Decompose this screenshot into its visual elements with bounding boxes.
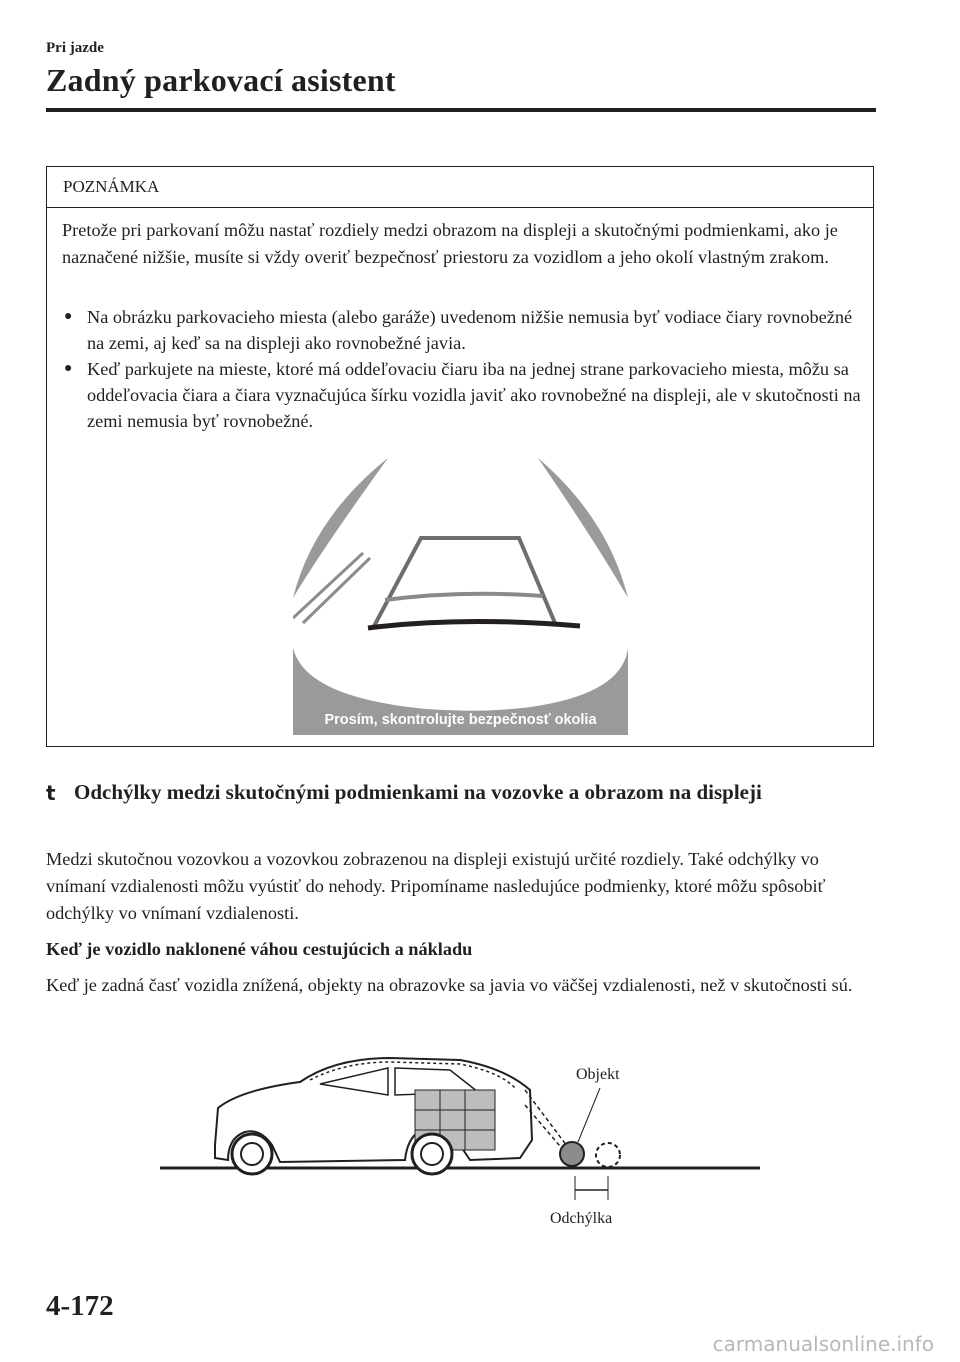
deviation-label: Odchýlka — [550, 1210, 613, 1227]
subheading-vehicle-tilt: Keď je vozidlo naklonené váhou cestujúcich a nákladu — [46, 939, 473, 959]
bullet-icon: ● — [64, 361, 73, 376]
bullet-text: Keď parkujete na mieste, ktoré má oddeľovaciu čiaru iba na jednej strane parkovacieho miesta, môžu sa oddeľovacia čiara a čiara vyznačujúca šírku vozidla javiť ako rovnobežné na displeji, ale v skutočnosti na zemi nemusia byť rovnobežné. — [87, 359, 861, 431]
note-divider — [47, 207, 873, 208]
page-number: 4-172 — [46, 1290, 114, 1322]
section-heading: Odchýlky medzi skutočnými podmienkami na vozovke a obrazom na displeji — [74, 780, 762, 804]
section-marker-icon: t — [46, 781, 56, 805]
bullet-icon: ● — [64, 309, 73, 324]
bullet-text: Na obrázku parkovacieho miesta (alebo garáže) uvedenom nižšie nemusia byť vodiace čiary rovnobežné na zemi, aj keď sa na displeji ako rovnobežné javia. — [87, 307, 853, 353]
watermark: carmanualsonline.info — [712, 1332, 934, 1356]
car-side-illustration — [160, 1050, 760, 1240]
rear-camera-display-image — [293, 458, 628, 735]
object-label: Objekt — [576, 1066, 620, 1083]
note-header: POZNÁMKA — [63, 177, 160, 196]
note-bullet-item — [62, 356, 862, 434]
vehicle-deviation-figure — [160, 1050, 760, 1240]
page-title: Zadný parkovací asistent — [46, 62, 396, 98]
camera-view-illustration — [293, 458, 628, 735]
note-bullet-list — [62, 304, 862, 434]
title-rule — [46, 108, 876, 112]
note-text: Pretože pri parkovaní môžu nastať rozdiely medzi obrazom na displeji a skutočnými podmienkami, ako je naznačené nižšie, musíte si vždy overiť bezpečnosť priestoru za vozidlom a jeho okolí vlastným zrakom. — [62, 220, 838, 267]
paragraph-deviations: Medzi skutočnou vozovkou a vozovkou zobrazenou na displeji existujú určité rozdiely. Také odchýlky vo vnímaní vzdialenosti môžu vyústiť do nehody. Pripomíname nasledujúce podmienky, ktoré môžu spôsobiť odchýlky vo vnímaní vzdialenosti. — [46, 849, 826, 923]
camera-caption: Prosím, skontrolujte bezpečnosť okolia — [324, 712, 597, 728]
section-label: Pri jazde — [46, 40, 104, 56]
paragraph-lowered-rear: Keď je zadná časť vozidla znížená, objekty na obrazovke sa javia vo väčšej vzdialenosti, než v skutočnosti sú. — [46, 975, 853, 995]
note-bullet-item — [62, 304, 862, 356]
